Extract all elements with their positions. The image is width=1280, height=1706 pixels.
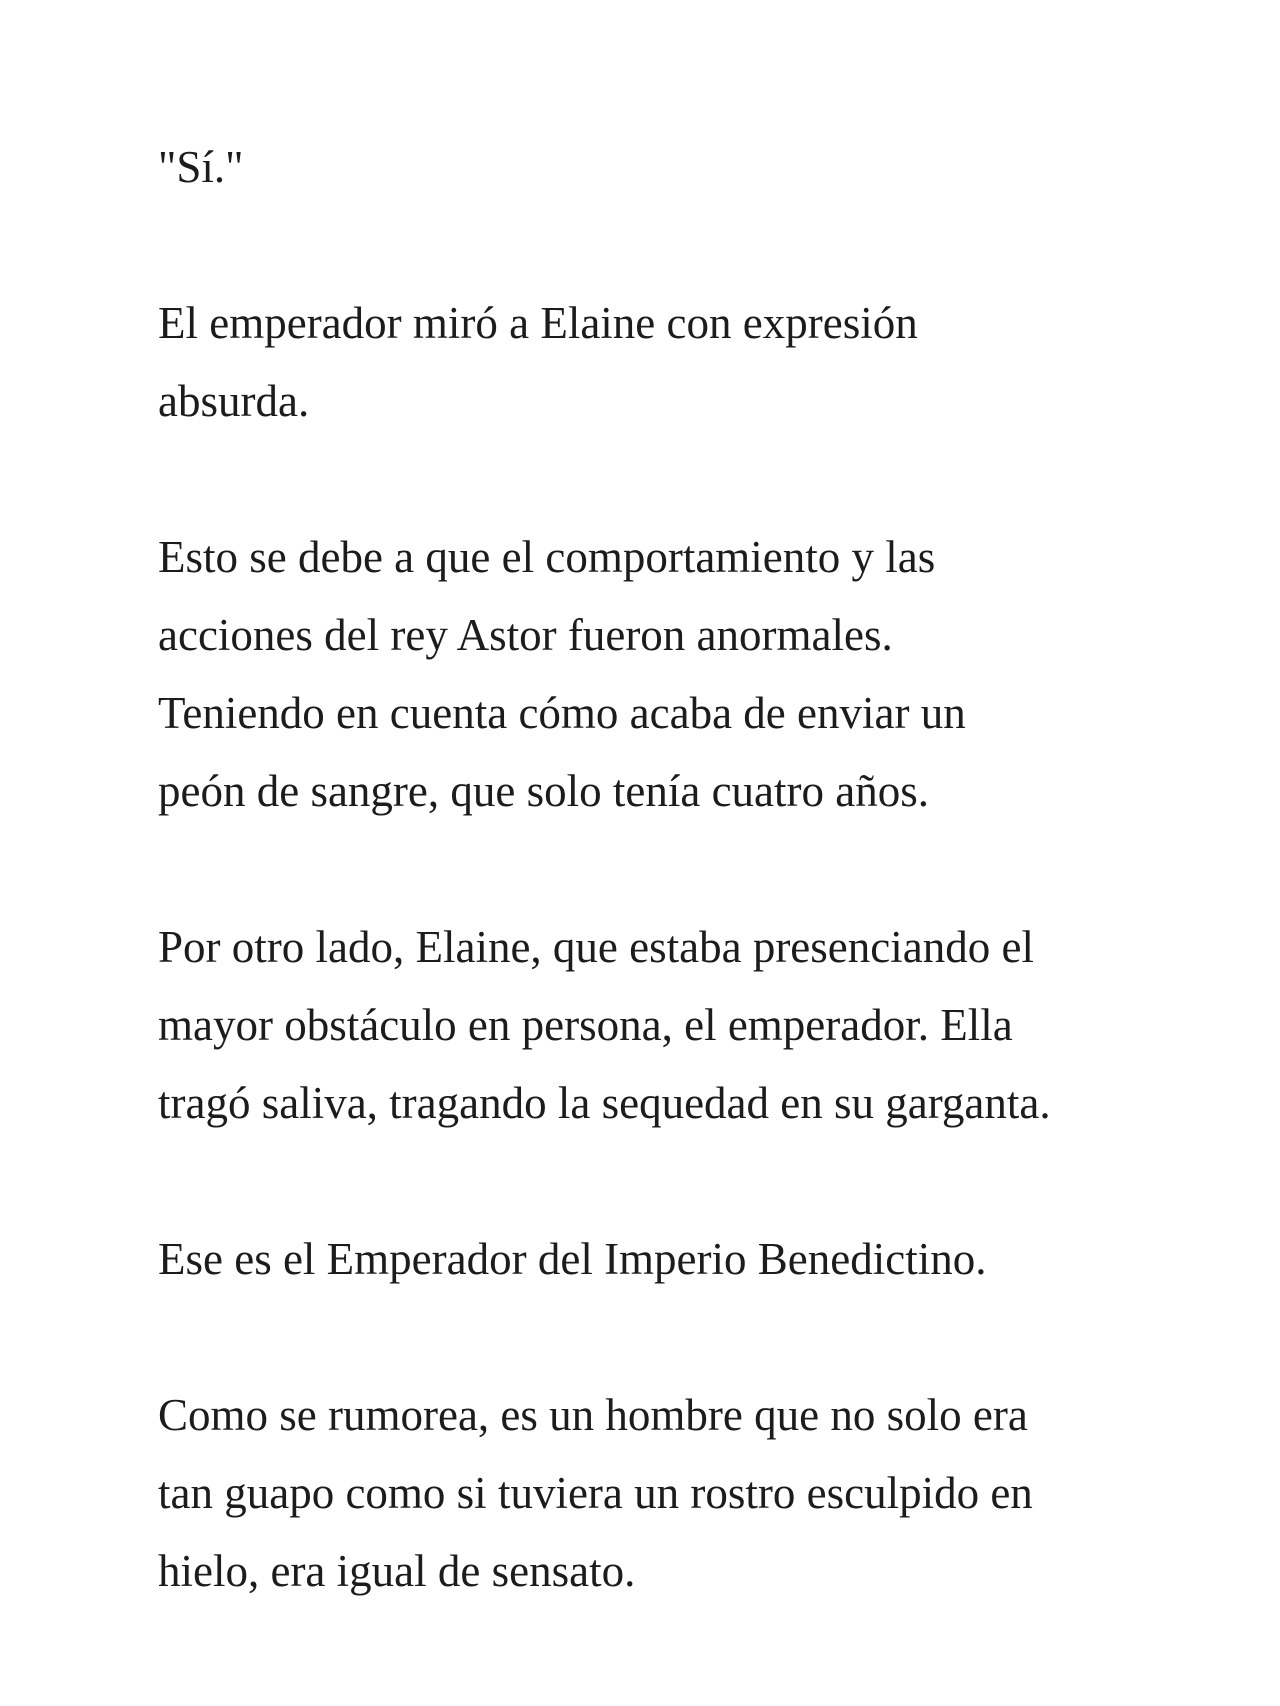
text-line: Teniendo en cuenta cómo acaba de enviar un	[158, 688, 966, 738]
text-line: Por otro lado, Elaine, que estaba presenciando el	[158, 922, 1034, 972]
text-line: tan guapo como si tuviera un rostro esculpido en	[158, 1468, 1033, 1518]
text-line: absurda.	[158, 376, 310, 426]
text-line: "Sí."	[158, 142, 244, 192]
text-line: Esto se debe a que el comportamiento y las	[158, 532, 936, 582]
text-line: mayor obstáculo en persona, el emperador. Ella	[158, 1000, 1013, 1050]
document-page	[158, 128, 1158, 1610]
text-line: peón de sangre, que solo tenía cuatro años.	[158, 766, 929, 816]
paragraph-dialogue	[158, 128, 1158, 206]
text-line: Ese es el Emperador del Imperio Benedictino.	[158, 1234, 987, 1284]
text-line: Como se rumorea, es un hombre que no solo era	[158, 1390, 1028, 1440]
paragraph-king-astor	[158, 518, 1158, 830]
paragraph-rumor	[158, 1376, 1158, 1610]
text-line: hielo, era igual de sensato.	[158, 1546, 636, 1596]
text-line: tragó saliva, tragando la sequedad en su garganta.	[158, 1078, 1051, 1128]
text-line: El emperador miró a Elaine con expresión	[158, 298, 918, 348]
text-line: acciones del rey Astor fueron anormales.	[158, 610, 893, 660]
paragraph-emperor-look	[158, 284, 1158, 440]
paragraph-elaine	[158, 908, 1158, 1142]
paragraph-emperor-identity	[158, 1220, 1158, 1298]
